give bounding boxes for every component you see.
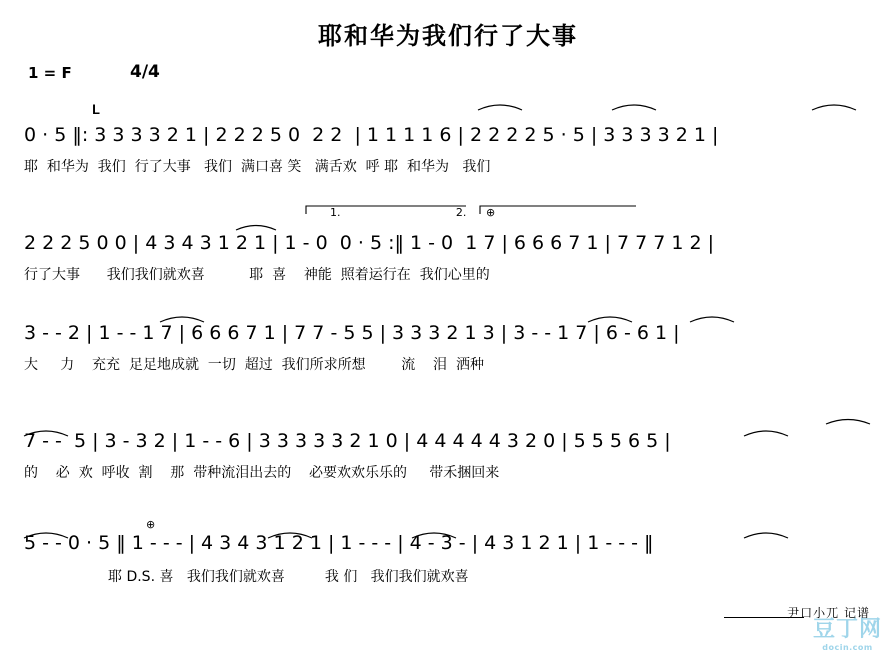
svg-text:𝐋: 𝐋 (92, 103, 101, 118)
page-title: 耶和华为我们行了大事 (318, 22, 578, 50)
svg-text:⊕: ⊕ (146, 518, 156, 531)
system-1-notes: 0 · 5 ‖: 3 3 3 3 2 1 | 2 2 2 5 0 2 2 | 1 1 1 1 6 | 2 2 2 2 5 · 5 | 3 3 3 3 2 1 | (24, 124, 719, 146)
system-4-notes: 7 - - 5 | 3 - 3 2 | 1 - - 6 | 3 3 3 3 3 2 1 0 | 4 4 4 4 4 3 2 0 | 5 5 5 6 5 | (24, 430, 671, 452)
svg-text:⊕: ⊕ (486, 206, 496, 219)
credit-text: 尹口小兀 记谱 (787, 606, 870, 620)
system-1-marks (24, 106, 874, 122)
system-1-lyrics: 耶 和华为 我们 行了大事 我们 满口喜 笑 满舌欢 呼 耶 和华为 我们 (24, 159, 491, 175)
system-2-marks: 1. 2. (330, 206, 467, 219)
system-2-lyrics: 行了大事 我们我们就欢喜 耶 喜 神能 照着运行在 我们心里的 (24, 267, 490, 283)
watermark-main: 豆丁网 (812, 617, 882, 642)
system-3-lyrics: 大 力 充充 足足地成就 一切 超过 我们所求所想 流 泪 洒种 (24, 357, 484, 373)
time-signature: 4/4 (130, 62, 160, 82)
system-5-notes: 5 - - 0 · 5 ‖ 1 - - - | 4 3 4 3 1 2 1 | 1 - - - | 4 - 3 - | 4 3 1 2 1 | 1 - - - ‖ (24, 532, 654, 554)
system-5-lyrics: 耶 D.S. 喜 我们我们就欢喜 我 们 我们我们就欢喜 (108, 569, 469, 585)
watermark-sub: docin.com (822, 643, 873, 652)
system-3-notes: 3 - - 2 | 1 - - 1 7 | 6 6 6 7 1 | 7 7 - 5 5 | 3 3 3 2 1 3 | 3 - - 1 7 | 6 - 6 1 | (24, 322, 680, 344)
key-signature: 1 = F (28, 64, 72, 82)
watermark (813, 612, 882, 652)
system-2-notes: 2 2 2 5 0 0 | 4 3 4 3 1 2 1 | 1 - 0 0 · 5 :‖ 1 - 0 1 7 | 6 6 6 7 1 | 7 7 7 1 2 | (24, 232, 715, 254)
system-4-lyrics: 的 必 欢 呼收 割 那 带种流泪出去的 必要欢欢乐乐的 带禾捆回来 (24, 465, 500, 481)
